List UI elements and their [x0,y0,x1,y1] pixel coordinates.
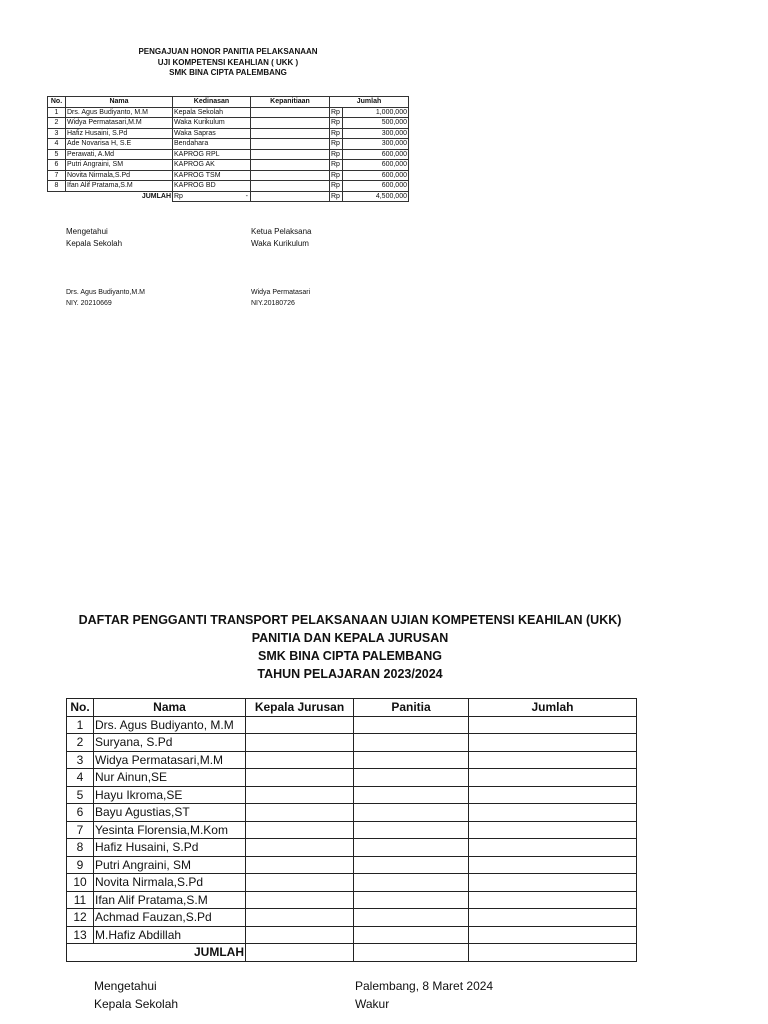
table-row [48,170,409,181]
row-nama: Nur Ainun,SE [94,769,246,787]
row-panitia [354,926,469,944]
row-nama: Bayu Agustias,ST [94,804,246,822]
row-kedinasan: Bendahara [173,139,251,150]
table-row [67,821,637,839]
table-row [48,118,409,129]
row-nama: M.Hafiz Abdillah [94,926,246,944]
row-currency: Rp [330,118,343,129]
signer-left-name: Drs. Agus Budiyanto,M.M [66,289,145,296]
row-kepala-jurusan [246,839,354,857]
col-header-no: No. [48,97,66,108]
row-panitia [354,909,469,927]
row-nama: Novita Nirmala,S.Pd [94,874,246,892]
total-jumlah: 4,500,000 [343,191,409,202]
row-jumlah: 300,000 [343,128,409,139]
table-row [67,786,637,804]
row-no: 7 [48,170,66,181]
sign-left-line1: Mengetahui [94,979,157,993]
row-nama: Putri Angraini, SM [66,160,173,171]
row-kepala-jurusan [246,821,354,839]
table-row [48,149,409,160]
row-no: 8 [48,181,66,192]
row-jumlah: 300,000 [343,139,409,150]
row-nama: Novita Nirmala,S.Pd [66,170,173,181]
row-no: 4 [67,769,94,787]
table-row [67,926,637,944]
doc2-title-line: PANITIA DAN KEPALA JURUSAN [251,631,449,645]
row-jumlah: 600,000 [343,149,409,160]
row-kepala-jurusan [246,716,354,734]
row-kepanitiaan [251,139,330,150]
row-nama: Drs. Agus Budiyanto, M.M [94,716,246,734]
table-row [67,751,637,769]
table-row [67,874,637,892]
table-row [67,909,637,927]
table-row [67,804,637,822]
row-no: 2 [67,734,94,752]
sign-left-line2: Kepala Sekolah [94,997,179,1011]
row-kepanitiaan [251,149,330,160]
table-row [48,128,409,139]
doc2-sign-right [355,977,493,1013]
doc1-title-line: PENGAJUAN HONOR PANITIA PELAKSANAAN [138,47,318,56]
sign-right-line1: Palembang, 8 Maret 2024 [355,979,494,993]
row-nama: Widya Permatasari,M.M [94,751,246,769]
row-kedinasan: KAPROG RPL [173,149,251,160]
row-kedinasan: KAPROG BD [173,181,251,192]
row-kepala-jurusan [246,856,354,874]
row-nama: Ifan Alif Pratama,S.M [66,181,173,192]
total-label: JUMLAH [48,191,173,202]
sign-left-line2: Kepala Sekolah [66,239,123,248]
signer-right-name: Widya Permatasari [251,289,311,296]
row-kepala-jurusan [246,926,354,944]
row-nama: Ade Novarisa H, S.E [66,139,173,150]
col-header-no: No. [67,699,94,717]
doc1-title-line: SMK BINA CIPTA PALEMBANG [169,68,287,77]
row-currency: Rp [330,149,343,160]
total-kedinasan [173,191,251,202]
total-currency: Rp [174,192,183,200]
row-no: 5 [67,786,94,804]
row-kedinasan: Kepala Sekolah [173,107,251,118]
row-jumlah [469,891,637,909]
table-row [67,856,637,874]
row-no: 1 [48,107,66,118]
row-panitia [354,716,469,734]
row-jumlah: 600,000 [343,160,409,171]
col-header-nama: Nama [66,97,173,108]
row-nama: Hafiz Husaini, S.Pd [94,839,246,857]
doc2-table-header [67,699,637,717]
row-jumlah: 1,000,000 [343,107,409,118]
table-row [48,107,409,118]
row-no: 4 [48,139,66,150]
row-nama: Achmad Fauzan,S.Pd [94,909,246,927]
row-jumlah [469,926,637,944]
signer-right-id: NIY.20180726 [251,300,295,307]
row-panitia [354,856,469,874]
row-no: 3 [48,128,66,139]
doc1-table-header [48,97,409,108]
total-kepanitiaan [251,191,330,202]
row-kepala-jurusan [246,769,354,787]
col-header-panitia: Panitia [354,699,469,717]
row-kepanitiaan [251,118,330,129]
sign-right-line1: Ketua Pelaksana [251,227,312,236]
row-kepala-jurusan [246,891,354,909]
total-currency: Rp [330,191,343,202]
row-jumlah [469,786,637,804]
row-kepanitiaan [251,181,330,192]
row-kepanitiaan [251,107,330,118]
row-panitia [354,874,469,892]
row-panitia [354,804,469,822]
doc2-sign-left [94,977,178,1013]
row-nama: Suryana, S.Pd [94,734,246,752]
doc1-title [0,47,456,79]
row-currency: Rp [330,160,343,171]
total-jumlah [469,944,637,962]
row-no: 6 [48,160,66,171]
table-row [48,139,409,150]
doc2-title-line: SMK BINA CIPTA PALEMBANG [257,649,443,663]
row-jumlah [469,734,637,752]
table-row [67,769,637,787]
row-jumlah: 500,000 [343,118,409,129]
doc1-signer-left [66,287,145,309]
col-header-jumlah: Jumlah [469,699,637,717]
sign-right-line2: Wakur [355,997,390,1011]
row-no: 1 [67,716,94,734]
doc1-honor-table [47,96,409,202]
row-kepala-jurusan [246,786,354,804]
row-jumlah [469,856,637,874]
row-no: 10 [67,874,94,892]
table-row [67,891,637,909]
col-header-kepala-jurusan: Kepala Jurusan [246,699,354,717]
row-no: 6 [67,804,94,822]
row-currency: Rp [330,107,343,118]
row-no: 5 [48,149,66,160]
row-no: 11 [67,891,94,909]
row-no: 2 [48,118,66,129]
row-kepala-jurusan [246,734,354,752]
row-kepala-jurusan [246,751,354,769]
signer-left-id: NIY. 20210669 [66,300,112,307]
row-no: 3 [67,751,94,769]
table-row [67,839,637,857]
total-label: JUMLAH [67,944,246,962]
col-header-kedinasan: Kedinasan [173,97,251,108]
table-row [67,734,637,752]
total-row [67,944,637,962]
row-no: 13 [67,926,94,944]
row-panitia [354,821,469,839]
row-no: 8 [67,839,94,857]
row-jumlah [469,769,637,787]
row-nama: Ifan Alif Pratama,S.M [94,891,246,909]
row-no: 12 [67,909,94,927]
doc2-title [0,611,700,683]
row-jumlah [469,751,637,769]
row-nama: Drs. Agus Budiyanto, M.M [66,107,173,118]
row-panitia [354,751,469,769]
table-row [67,716,637,734]
row-kedinasan: KAPROG TSM [173,170,251,181]
row-no: 7 [67,821,94,839]
row-kepanitiaan [251,170,330,181]
sign-right-line2: Waka Kurikulum [251,239,309,248]
row-jumlah [469,909,637,927]
col-header-jumlah: Jumlah [330,97,409,108]
doc1-sign-left [66,226,122,250]
doc2-title-line: DAFTAR PENGGANTI TRANSPORT PELAKSANAAN UJIAN KOMPETENSI KEAHILAN (UKK) [78,613,622,627]
row-currency: Rp [330,170,343,181]
row-jumlah [469,874,637,892]
table-row [48,181,409,192]
row-panitia [354,734,469,752]
row-kepanitiaan [251,128,330,139]
row-kepala-jurusan [246,804,354,822]
doc1-sign-right [251,226,312,250]
row-kedinasan: KAPROG AK [173,160,251,171]
row-kedinasan: Waka Sapras [173,128,251,139]
row-jumlah: 600,000 [343,181,409,192]
row-panitia [354,839,469,857]
row-nama: Hayu Ikroma,SE [94,786,246,804]
sign-left-line1: Mengetahui [66,227,108,236]
row-panitia [354,891,469,909]
row-currency: Rp [330,139,343,150]
row-currency: Rp [330,128,343,139]
doc1-signer-right [251,287,310,309]
row-jumlah [469,716,637,734]
total-kedinasan-value: - [245,192,248,200]
row-panitia [354,769,469,787]
row-jumlah [469,804,637,822]
doc2-transport-table [66,698,637,962]
doc2-title-line: TAHUN PELAJARAN 2023/2024 [257,667,443,681]
row-nama: Putri Angraini, SM [94,856,246,874]
row-kepanitiaan [251,160,330,171]
row-jumlah: 600,000 [343,170,409,181]
row-nama: Yesinta Florensia,M.Kom [94,821,246,839]
doc1-title-line: UJI KOMPETENSI KEAHLIAN ( UKK ) [157,57,299,67]
total-kepala-jurusan [246,944,354,962]
row-kepala-jurusan [246,874,354,892]
col-header-kepanitiaan: Kepanitiaan [251,97,330,108]
row-jumlah [469,839,637,857]
row-kedinasan: Waka Kurikulum [173,118,251,129]
row-nama: Perawati, A.Md [66,149,173,160]
row-jumlah [469,821,637,839]
col-header-nama: Nama [94,699,246,717]
total-row [48,191,409,202]
row-kepala-jurusan [246,909,354,927]
row-nama: Widya Permatasari,M.M [66,118,173,129]
total-panitia [354,944,469,962]
row-currency: Rp [330,181,343,192]
row-panitia [354,786,469,804]
row-no: 9 [67,856,94,874]
table-row [48,160,409,171]
row-nama: Hafiz Husaini, S.Pd [66,128,173,139]
